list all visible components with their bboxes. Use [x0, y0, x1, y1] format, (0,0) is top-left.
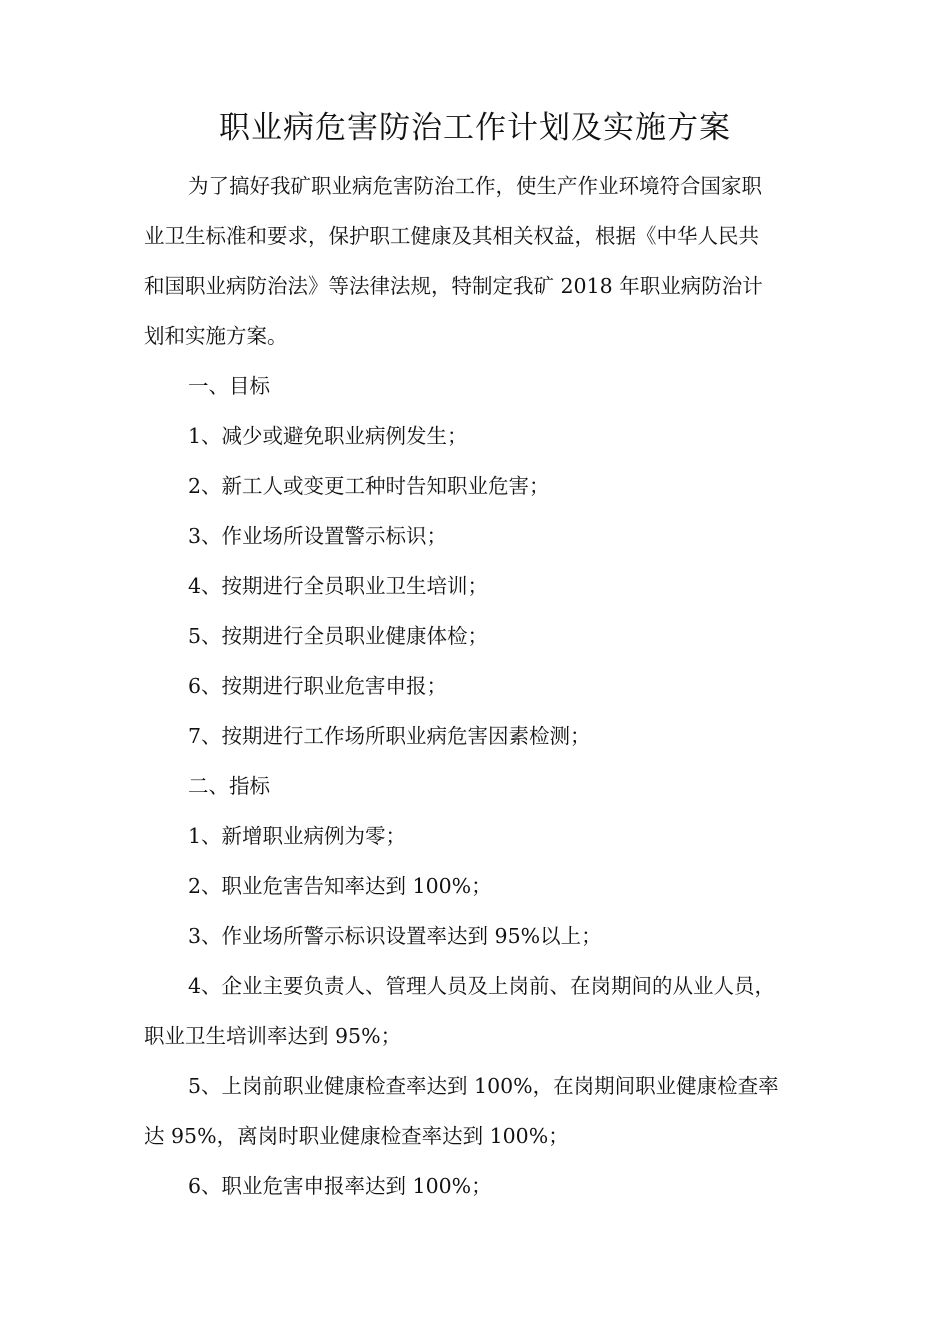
- list-item-text: 3、作业场所设置警示标识；: [188, 524, 448, 548]
- list-item-text: 达 95%，离岗时职业健康检查率达到 100%；: [144, 1124, 569, 1148]
- list-item-text: 1、减少或避免职业病例发生；: [188, 424, 468, 448]
- intro-text: 和国职业病防治法》等法律法规，特制定我矿 2018 年职业病防治计: [144, 274, 763, 298]
- section-heading-text: 二、指标: [188, 774, 270, 798]
- list-item-text: 5、按期进行全员职业健康体检；: [188, 624, 489, 648]
- list-item-text: 2、新工人或变更工种时告知职业危害；: [188, 474, 550, 498]
- list-item-text: 5、上岗前职业健康检查率达到 100%，在岗期间职业健康检查率: [188, 1074, 779, 1098]
- section-heading-text: 一、目标: [188, 374, 270, 398]
- list-item-text: 3、作业场所警示标识设置率达到 95%以上；: [188, 924, 602, 948]
- list-item-text: 6、职业危害申报率达到 100%；: [188, 1174, 492, 1198]
- list-item-text: 1、新增职业病例为零；: [188, 824, 407, 848]
- list-item-text: 7、按期进行工作场所职业病危害因素检测；: [188, 724, 591, 748]
- list-item-text: 6、按期进行职业危害申报；: [188, 674, 448, 698]
- document-title: 职业病危害防治工作计划及实施方案: [219, 110, 731, 146]
- intro-text: 划和实施方案。: [144, 324, 288, 348]
- list-item-text: 职业卫生培训率达到 95%；: [144, 1024, 402, 1048]
- list-item-text: 2、职业危害告知率达到 100%；: [188, 874, 492, 898]
- list-item-text: 4、按期进行全员职业卫生培训；: [188, 574, 489, 598]
- intro-text: 为了搞好我矿职业病危害防治工作，使生产作业环境符合国家职: [188, 174, 762, 198]
- intro-text: 业卫生标准和要求，保护职工健康及其相关权益，根据《中华人民共: [144, 224, 759, 248]
- list-item-text: 4、企业主要负责人、管理人员及上岗前、在岗期间的从业人员，: [188, 974, 776, 998]
